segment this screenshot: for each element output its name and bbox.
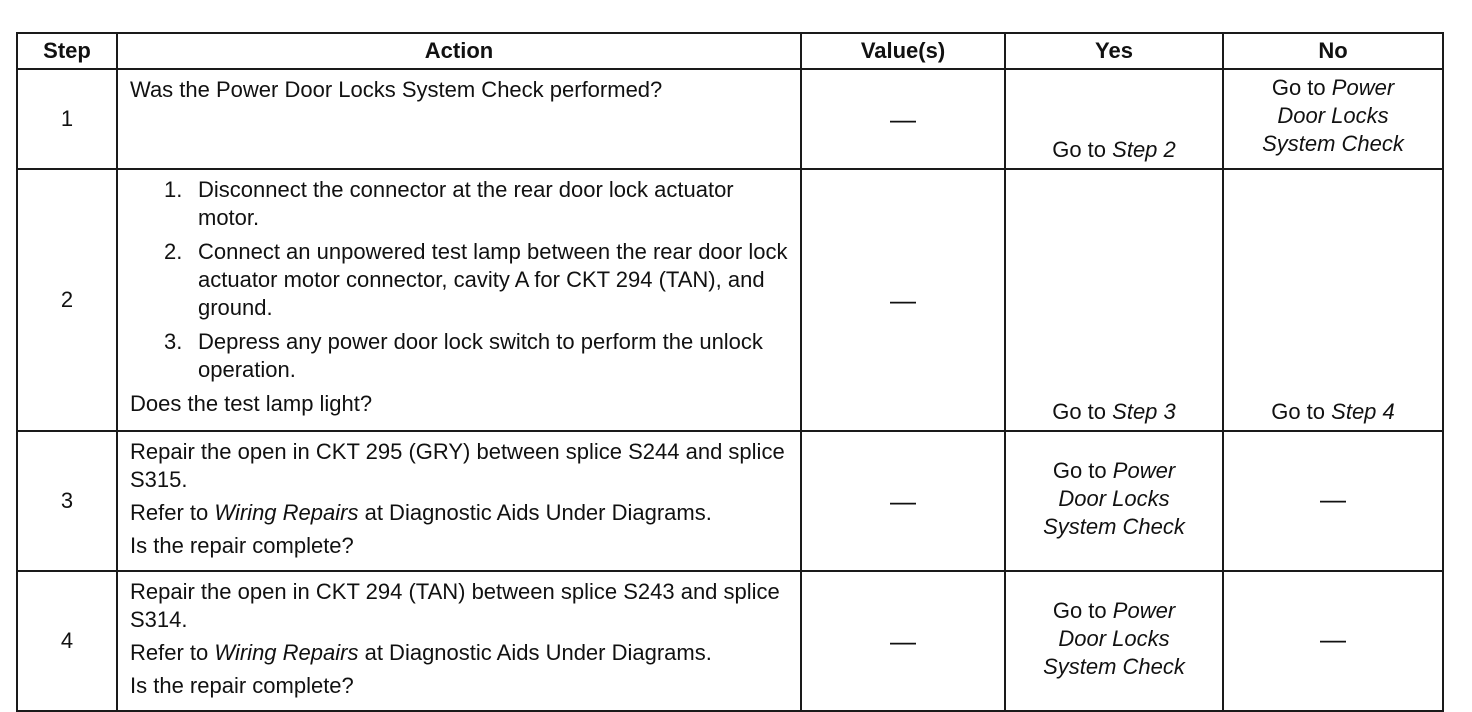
list-item-text: Disconnect the connector at the rear door lock actuator motor. (198, 177, 734, 230)
list-item (164, 238, 788, 322)
list-item (164, 328, 788, 384)
refer-suffix: at Diagnostic Aids Under Diagrams. (364, 500, 712, 525)
yes-cell (1005, 69, 1223, 169)
action-cell (117, 571, 801, 711)
yes-prefix: Go to (1052, 399, 1107, 424)
action-question: Is the repair complete? (130, 533, 354, 558)
yes-link-line1[interactable]: Power (1112, 598, 1176, 623)
step-number: 1 (17, 69, 117, 169)
no-prefix: Go to (1271, 399, 1326, 424)
no-cell: — (1223, 431, 1443, 571)
wiring-repairs-link[interactable]: Wiring Repairs (214, 500, 359, 525)
action-cell (117, 431, 801, 571)
value-cell: — (801, 431, 1005, 571)
yes-step-link[interactable]: Step 3 (1112, 399, 1176, 424)
table-row (17, 431, 1443, 571)
refer-suffix: at Diagnostic Aids Under Diagrams. (364, 640, 712, 665)
value-cell: — (801, 571, 1005, 711)
diagnostic-table-sheet (16, 32, 1442, 712)
repair-instruction: Repair the open in CKT 295 (GRY) between splice S244 and splice S315. (130, 439, 785, 492)
step-number: 3 (17, 431, 117, 571)
table-row (17, 169, 1443, 431)
list-item-number: 2. (164, 239, 183, 264)
refer-instruction (130, 639, 788, 667)
yes-step-link[interactable]: Step 2 (1112, 137, 1176, 162)
no-cell (1223, 69, 1443, 169)
list-item-text: Depress any power door lock switch to perform the unlock operation. (198, 329, 763, 382)
no-prefix: Go to (1271, 75, 1326, 100)
list-item-number: 3. (164, 329, 183, 354)
step-number: 4 (17, 571, 117, 711)
value-cell: — (801, 169, 1005, 431)
yes-prefix: Go to (1052, 598, 1107, 623)
header-step: Step (17, 33, 117, 69)
action-question: Is the repair complete? (130, 673, 354, 698)
action-question: Was the Power Door Locks System Check performed? (130, 77, 663, 102)
refer-instruction (130, 499, 788, 527)
no-link-line1[interactable]: Power (1331, 75, 1395, 100)
no-link-line2[interactable]: Door Locks (1277, 103, 1389, 128)
table-row (17, 571, 1443, 711)
table-row (17, 69, 1443, 169)
yes-link-line3[interactable]: System Check (1043, 514, 1185, 539)
procedure-list (130, 176, 788, 384)
yes-cell (1005, 431, 1223, 571)
header-yes: Yes (1005, 33, 1223, 69)
repair-instruction: Repair the open in CKT 294 (TAN) between splice S243 and splice S314. (130, 579, 780, 632)
yes-cell (1005, 169, 1223, 431)
no-step-link[interactable]: Step 4 (1331, 399, 1395, 424)
list-item-text: Connect an unpowered test lamp between the rear door lock actuator motor connector, cavity A for CKT 294 (TAN), and ground. (198, 239, 788, 320)
value-cell: — (801, 69, 1005, 169)
list-item-number: 1. (164, 177, 183, 202)
step-number: 2 (17, 169, 117, 431)
no-link-line3[interactable]: System Check (1262, 131, 1404, 156)
list-item (164, 176, 788, 232)
yes-prefix: Go to (1052, 137, 1107, 162)
no-cell (1223, 169, 1443, 431)
header-no: No (1223, 33, 1443, 69)
action-cell (117, 169, 801, 431)
yes-link-line2[interactable]: Door Locks (1058, 626, 1170, 651)
yes-link-line1[interactable]: Power (1112, 458, 1176, 483)
refer-prefix: Refer to (130, 500, 209, 525)
yes-prefix: Go to (1052, 458, 1107, 483)
action-question: Does the test lamp light? (130, 391, 373, 416)
yes-link-line3[interactable]: System Check (1043, 654, 1185, 679)
table-header-row (17, 33, 1443, 69)
yes-cell (1005, 571, 1223, 711)
diagnostic-table (16, 32, 1444, 712)
wiring-repairs-link[interactable]: Wiring Repairs (214, 640, 359, 665)
no-cell: — (1223, 571, 1443, 711)
action-cell (117, 69, 801, 169)
header-action: Action (117, 33, 801, 69)
yes-link-line2[interactable]: Door Locks (1058, 486, 1170, 511)
header-values: Value(s) (801, 33, 1005, 69)
refer-prefix: Refer to (130, 640, 209, 665)
